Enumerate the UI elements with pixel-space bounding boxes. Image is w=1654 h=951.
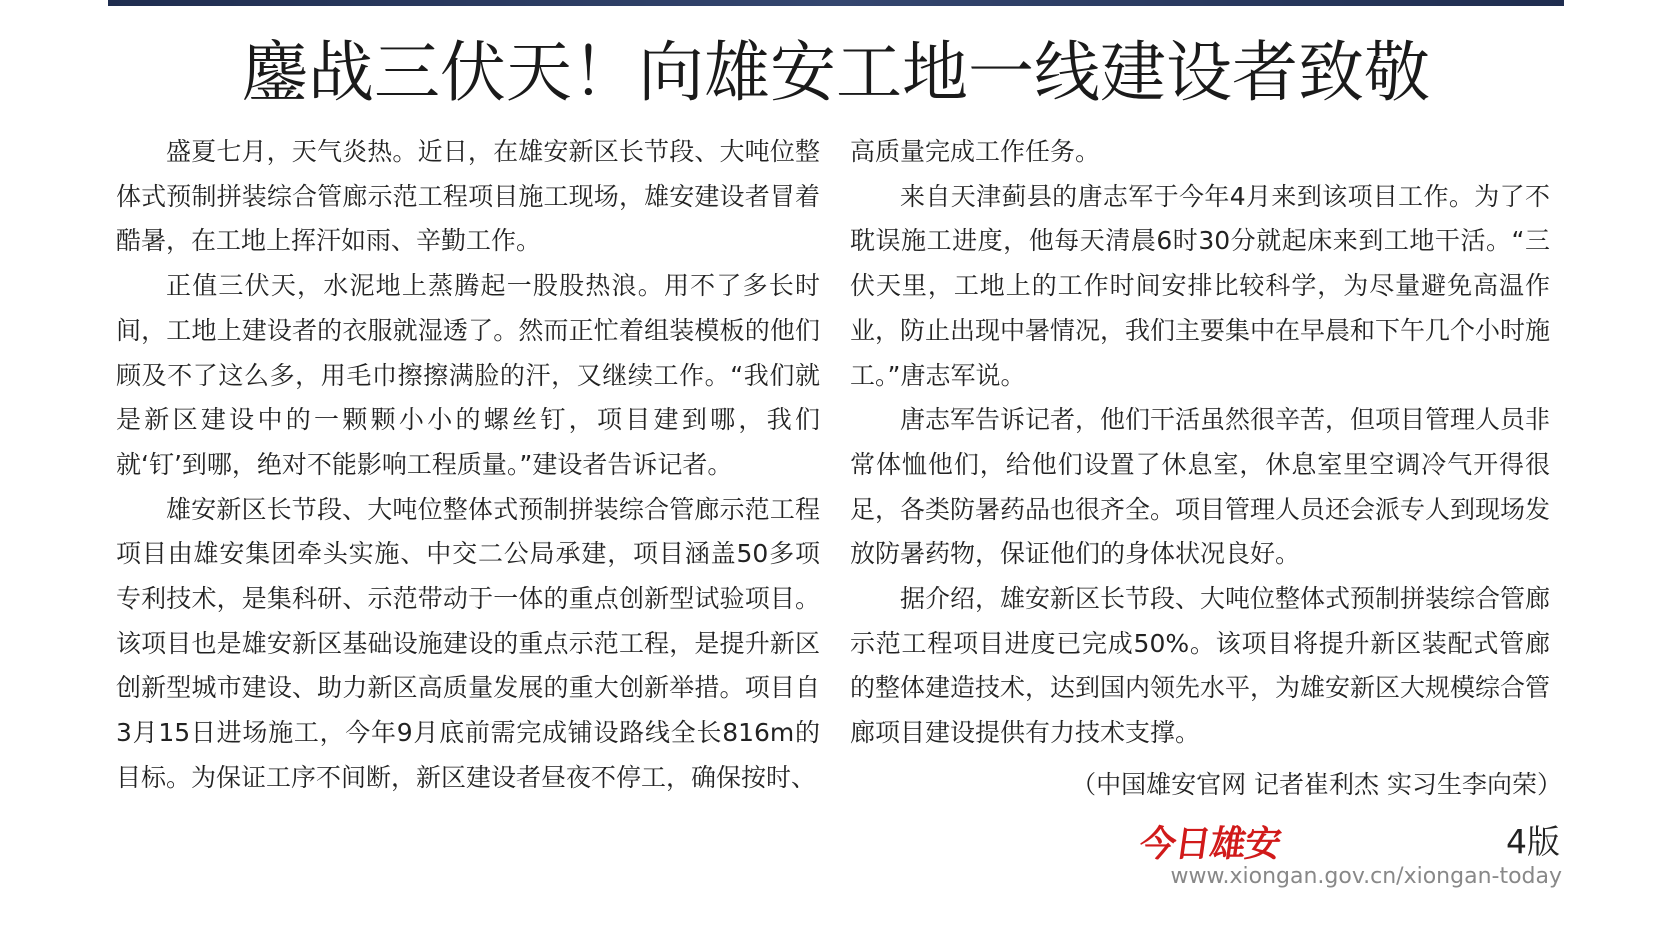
paragraph: 据介绍，雄安新区长节段、大吨位整体式预制拼装综合管廊示范工程项目进度已完成50%。该项目将提升新区装配式管廊的整体建造技术，达到国内领先水平，为雄安新区大规模综合管廊项目建设提供有力技术支撑。	[850, 584, 1551, 748]
headline: 鏖战三伏天！向雄安工地一线建设者致敬	[242, 34, 1430, 111]
article-column-right	[850, 130, 1550, 756]
paragraph: 雄安新区长节段、大吨位整体式预制拼装综合管廊示范工程项目由雄安集团牵头实施、中交二公局承建，项目涵盖50多项专利技术，是集科研、示范带动于一体的重点创新型试验项目。该项目也是雄安新区基础设施建设的重点示范工程，是提升新区创新型城市建设、助力新区高质量发展的重大创新举措。项目自3月15日进场施工，今年9月底前需完成铺设路线全长816m的目标。为保证工序不间断，新区建设者昼夜不停工，确保按时、	[116, 494, 820, 792]
site-url: www.xiongan.gov.cn/xiongan-today	[1170, 864, 1562, 889]
paragraph: 唐志军告诉记者，他们干活虽然很辛苦，但项目管理人员非常体恤他们，给他们设置了休息室，休息室里空调冷气开得很足，各类防暑药品也很齐全。项目管理人员还会派专人到现场发放防暑药物，保证他们的身体状况良好。	[850, 405, 1551, 569]
paragraph: 盛夏七月，天气炎热。近日，在雄安新区长节段、大吨位整体式预制拼装综合管廊示范工程项目施工现场，雄安建设者冒着酷暑，在工地上挥汗如雨、辛勤工作。	[116, 137, 820, 256]
paragraph: 正值三伏天，水泥地上蒸腾起一股股热浪。用不了多长时间，工地上建设者的衣服就湿透了。然而正忙着组装模板的他们顾及不了这么多，用毛巾擦擦满脸的汗，又继续工作。“我们就是新区建设中的一颗颗小小的螺丝钉，项目建到哪，我们就‘钉’到哪，绝对不能影响工程质量。”建设者告诉记者。	[116, 271, 820, 479]
page-number: 4版	[1506, 822, 1560, 861]
paragraph: 来自天津蓟县的唐志军于今年4月来到该项目工作。为了不耽误施工进度，他每天清晨6时30分就起床来到工地干活。“三伏天里，工地上的工作时间安排比较科学，为尽量避免高温作业，防止出现中暑情况，我们主要集中在早晨和下午几个小时施工。”唐志军说。	[850, 181, 1551, 390]
article-credit: （中国雄安官网 记者崔利杰 实习生李向荣）	[1071, 770, 1562, 799]
paragraph-continuation: 高质量完成工作任务。	[850, 137, 1101, 166]
article-column-left	[116, 130, 820, 801]
top-rule	[108, 0, 1564, 6]
today-xiongan-logo: 今日雄安	[1137, 823, 1283, 865]
